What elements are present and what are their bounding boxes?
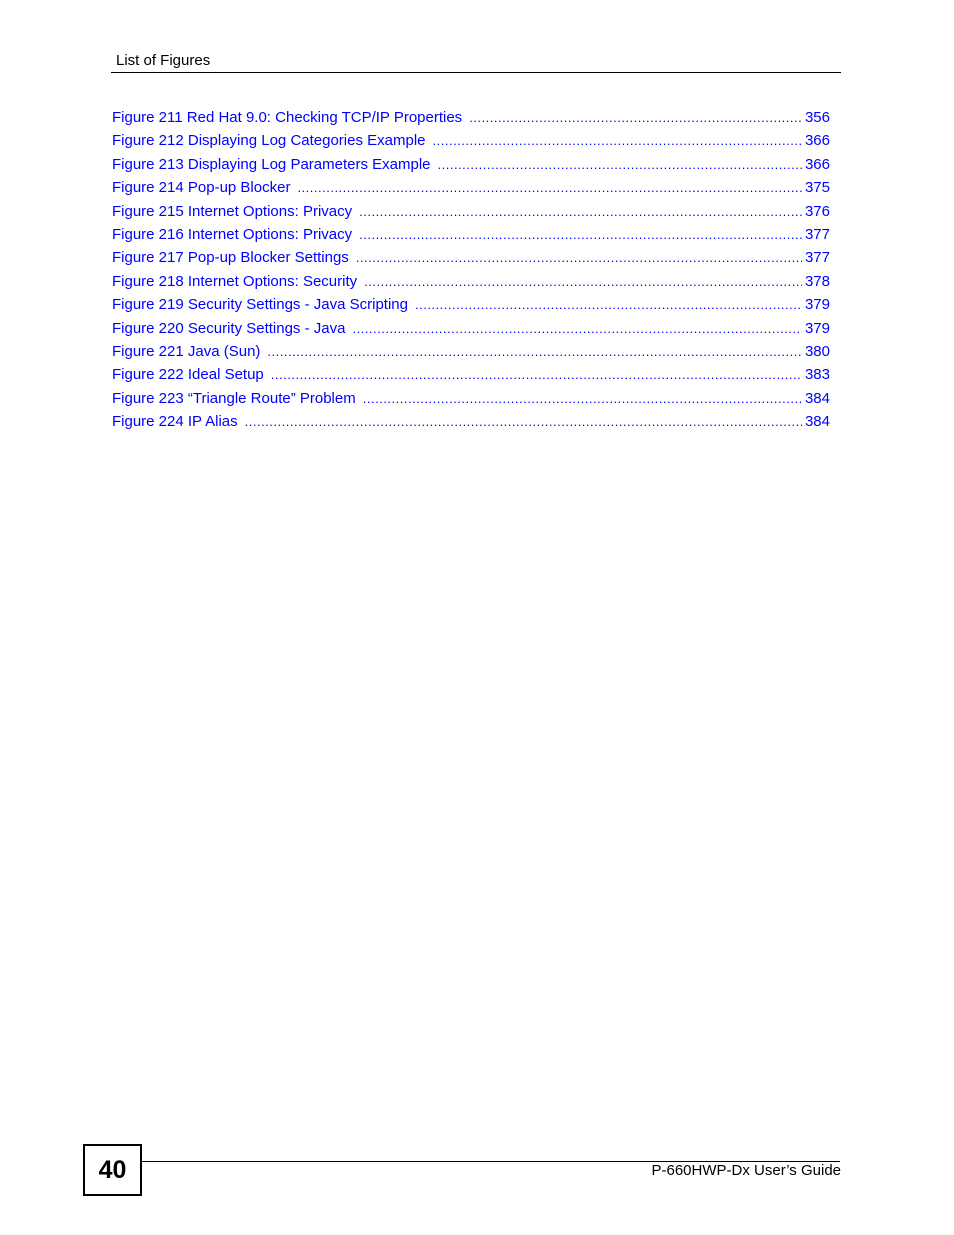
toc-entry-page: 366 (804, 132, 830, 150)
page-number-box (83, 1144, 142, 1196)
toc-entry-label: Figure 220 Security Settings - Java (112, 319, 346, 337)
toc-entry-label: Figure 214 Pop-up Blocker (112, 179, 291, 197)
toc-entry-figure-217[interactable] (112, 246, 830, 269)
toc-entry-page: 377 (804, 225, 830, 243)
list-of-figures (112, 106, 830, 433)
toc-entry-figure-222[interactable] (112, 363, 830, 386)
dot-leader (297, 176, 802, 199)
dot-leader (245, 410, 802, 433)
toc-entry-figure-221[interactable] (112, 340, 830, 363)
dot-leader (271, 363, 802, 386)
toc-entry-figure-219[interactable] (112, 293, 830, 316)
dot-leader (359, 200, 802, 223)
toc-entry-label: Figure 217 Pop-up Blocker Settings (112, 249, 349, 267)
toc-entry-figure-215[interactable] (112, 200, 830, 223)
toc-entry-figure-213[interactable] (112, 153, 830, 176)
toc-entry-label: Figure 223 “Triangle Route” Problem (112, 389, 356, 407)
toc-entry-figure-214[interactable] (112, 176, 830, 199)
toc-entry-page: 376 (804, 202, 830, 220)
toc-entry-page: 384 (804, 389, 830, 407)
toc-entry-page: 375 (804, 179, 830, 197)
dot-leader (356, 246, 802, 269)
toc-entry-figure-220[interactable] (112, 317, 830, 340)
toc-entry-figure-218[interactable] (112, 270, 830, 293)
dot-leader (267, 340, 802, 363)
toc-entry-page: 379 (804, 296, 830, 314)
toc-entry-page: 377 (804, 249, 830, 267)
dot-leader (364, 270, 802, 293)
toc-entry-figure-224[interactable] (112, 410, 830, 433)
guide-title: P-660HWP-Dx User’s Guide (651, 1162, 841, 1179)
toc-entry-figure-212[interactable] (112, 129, 830, 152)
toc-entry-label: Figure 211 Red Hat 9.0: Checking TCP/IP Properties (112, 109, 463, 126)
toc-entry-figure-223[interactable] (112, 387, 830, 410)
toc-entry-label: Figure 224 IP Alias (112, 413, 238, 431)
dot-leader (363, 387, 802, 410)
page-number: 40 (98, 1155, 127, 1184)
toc-entry-figure-216[interactable] (112, 223, 830, 246)
dot-leader (359, 223, 802, 246)
page-header (111, 50, 841, 73)
toc-entry-page: 366 (804, 155, 830, 173)
dot-leader (433, 129, 802, 152)
toc-entry-label: Figure 221 Java (Sun) (112, 342, 261, 360)
dot-leader (469, 106, 802, 129)
toc-entry-label: Figure 222 Ideal Setup (112, 366, 264, 384)
toc-entry-page: 384 (804, 413, 830, 431)
toc-entry-page: 380 (804, 342, 830, 360)
toc-entry-page: 356 (804, 109, 830, 126)
section-title: List of Figures (116, 52, 211, 69)
toc-entry-label: Figure 218 Internet Options: Security (112, 272, 358, 290)
dot-leader (438, 153, 802, 176)
toc-entry-figure-211[interactable] (112, 106, 830, 129)
dot-leader (352, 317, 802, 340)
toc-entry-page: 383 (804, 366, 830, 384)
toc-entry-label: Figure 215 Internet Options: Privacy (112, 202, 353, 220)
dot-leader (415, 293, 802, 316)
toc-entry-label: Figure 212 Displaying Log Categories Example (112, 132, 426, 150)
toc-entry-label: Figure 216 Internet Options: Privacy (112, 225, 353, 243)
toc-entry-label: Figure 219 Security Settings - Java Scripting (112, 296, 408, 314)
toc-entry-label: Figure 213 Displaying Log Parameters Example (112, 155, 431, 173)
toc-entry-page: 378 (804, 272, 830, 290)
toc-entry-page: 379 (804, 319, 830, 337)
